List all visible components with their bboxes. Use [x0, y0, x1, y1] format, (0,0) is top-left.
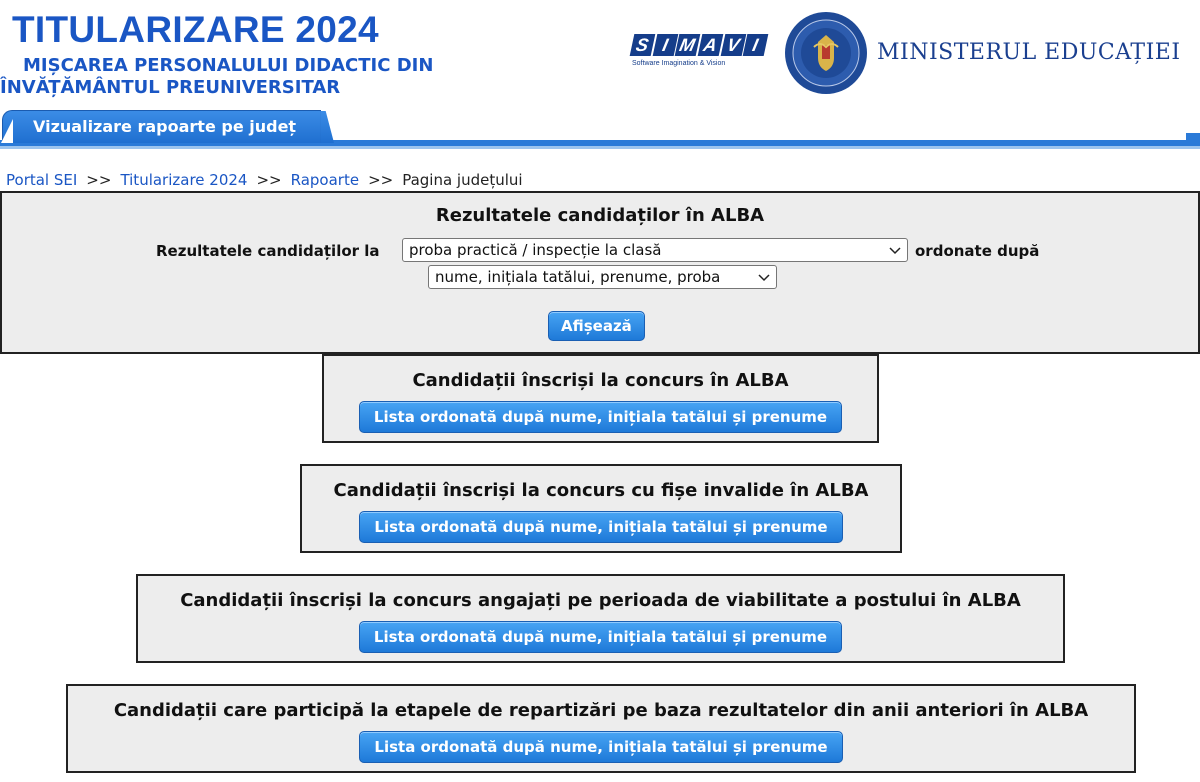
probe-select[interactable] — [402, 238, 908, 262]
breadcrumb-separator: >> — [86, 171, 112, 189]
order-select[interactable] — [428, 265, 777, 289]
page-header — [0, 0, 1200, 110]
section-button-wrap — [68, 731, 1134, 763]
sorted-list-button[interactable]: Lista ordonată după nume, inițiala tatălui și prenume — [359, 731, 842, 763]
sorted-list-button[interactable]: Lista ordonată după nume, inițiala tatălui și prenume — [359, 401, 842, 433]
section-viability-period — [136, 574, 1065, 663]
section-title: Candidații înscriși la concurs cu fișe invalide în ALBA — [333, 480, 869, 501]
ministry-name: MINISTERUL EDUCAȚIEI — [877, 40, 1181, 65]
section-button-wrap — [302, 511, 900, 543]
chevron-down-icon — [757, 270, 771, 284]
breadcrumb-current: Pagina județului — [402, 171, 523, 189]
results-panel-title: Rezultatele candidaților în ALBA — [435, 205, 765, 226]
app-subtitle — [0, 55, 433, 99]
subtitle-line-2: ÎNVĂȚĂMÂNTUL PREUNIVERSITAR — [0, 77, 341, 98]
tab-bar — [0, 110, 1200, 150]
chevron-down-icon — [888, 243, 902, 257]
simavi-tagline: Software Imagination & Vision — [632, 60, 726, 67]
probe-select-value: proba practică / inspecție la clasă — [409, 241, 662, 259]
simavi-letter: A — [698, 34, 723, 56]
subtitle-line-1: MIȘCAREA PERSONALULUI DIDACTIC DIN — [23, 55, 434, 76]
simavi-letter: I — [652, 34, 677, 56]
order-select-value: nume, inițiala tatălui, prenume, proba — [435, 268, 721, 286]
breadcrumb — [6, 171, 523, 189]
sorted-list-button[interactable]: Lista ordonată după nume, inițiala tatălui și prenume — [359, 511, 842, 543]
show-results-button[interactable]: Afișează — [548, 311, 645, 341]
government-seal-icon — [784, 11, 868, 95]
section-button-wrap — [324, 401, 877, 433]
app-title: TITULARIZARE 2024 — [12, 9, 379, 50]
breadcrumb-titularizare[interactable]: Titularizare 2024 — [120, 171, 248, 189]
section-previous-years — [66, 684, 1136, 773]
tab-bar-cap — [1186, 133, 1200, 141]
simavi-letter: S — [630, 34, 655, 56]
section-invalid-forms — [300, 464, 902, 553]
section-title: Candidații care participă la etapele de repartizări pe baza rezultatelor din anii anteriori în ALBA — [113, 700, 1089, 721]
section-button-wrap — [138, 621, 1063, 653]
section-title: Candidații înscriși la concurs în ALBA — [412, 370, 789, 391]
section-registered — [322, 354, 879, 443]
simavi-letter: I — [743, 34, 768, 56]
results-label-after: ordonate după — [915, 242, 1040, 260]
tab-county-reports[interactable]: Vizualizare rapoarte pe județ — [2, 110, 321, 143]
breadcrumb-separator: >> — [256, 171, 282, 189]
results-label-before: Rezultatele candidaților la — [156, 242, 380, 260]
simavi-letter: V — [720, 34, 745, 56]
results-panel — [0, 191, 1200, 354]
breadcrumb-separator: >> — [368, 171, 394, 189]
simavi-logo — [632, 34, 766, 76]
simavi-letter: M — [675, 34, 700, 56]
tab-bar-rule-light — [0, 146, 1200, 149]
show-button-wrap — [548, 311, 645, 341]
breadcrumb-portal-sei[interactable]: Portal SEI — [6, 171, 78, 189]
breadcrumb-rapoarte[interactable]: Rapoarte — [290, 171, 360, 189]
simavi-letters — [632, 34, 766, 56]
section-title: Candidații înscriși la concurs angajați pe perioada de viabilitate a postului în ALBA — [180, 590, 1021, 611]
sorted-list-button[interactable]: Lista ordonată după nume, inițiala tatălui și prenume — [359, 621, 842, 653]
